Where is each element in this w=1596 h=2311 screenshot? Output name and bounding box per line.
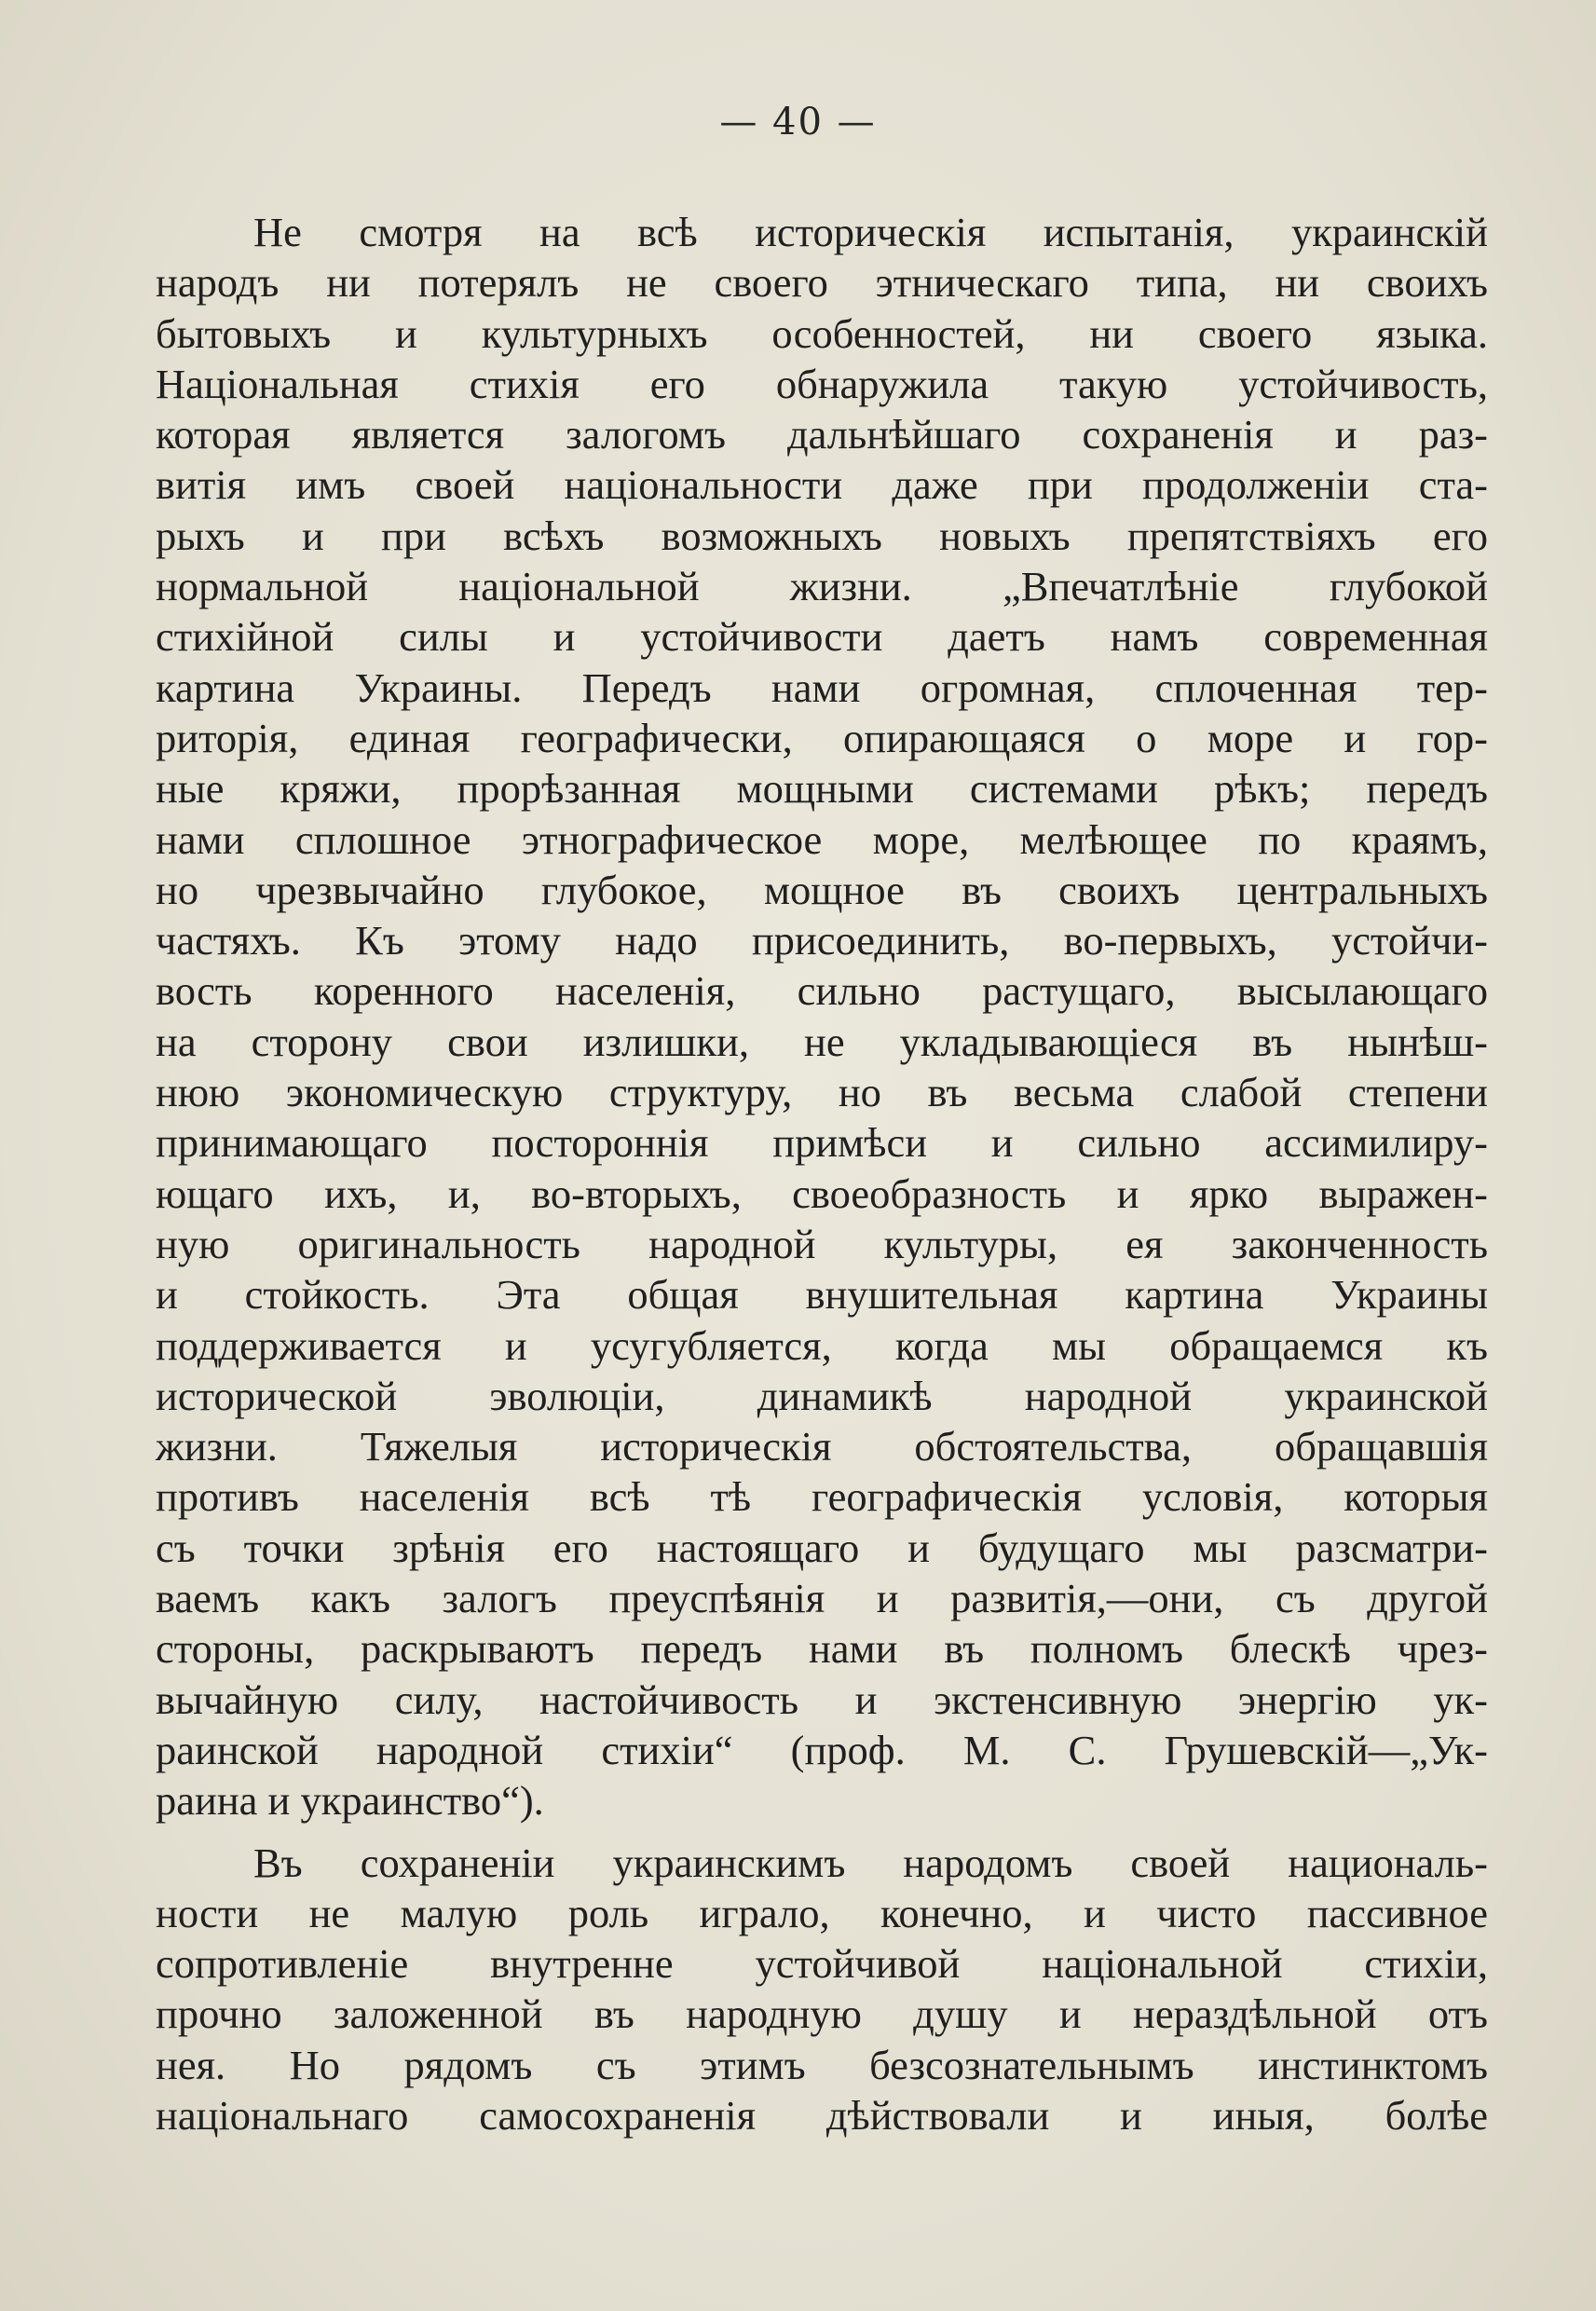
text-line: ные кряжи, прорѣзанная мощными системами рѣкъ; передъ xyxy=(156,765,1488,813)
text-line: исторической эволюціи, динамикѣ народной украинской xyxy=(156,1372,1488,1419)
text-line: сопротивленіе внутренне устойчивой національной стихіи, xyxy=(156,1940,1488,1988)
text-line: поддерживается и усугубляется, когда мы обращаемся къ xyxy=(156,1321,1488,1369)
text-line: раина и украинство“). xyxy=(156,1777,544,1825)
text-line: риторія, единая географически, опирающаяся о море и гор- xyxy=(156,714,1488,761)
text-line: принимающаго постороннія примѣси и сильно ассимилиру- xyxy=(156,1119,1488,1167)
text-line: вычайную силу, настойчивость и экстенсивную энергію ук- xyxy=(156,1675,1488,1723)
text-line: бытовыхъ и культурныхъ особенностей, ни своего языка. xyxy=(156,309,1488,357)
text-line: жизни. Тяжелыя историческія обстоятельства, обращавшія xyxy=(156,1423,1488,1470)
text-line: Въ сохраненіи украинскимъ народомъ своей националь- xyxy=(253,1839,1488,1886)
text-line: и стойкость. Эта общая внушительная картина Украины xyxy=(156,1271,1488,1319)
paragraph-2 xyxy=(156,1838,1488,2141)
text-line: нея. Но рядомъ съ этимъ безсознательнымъ инстинктомъ xyxy=(156,2041,1488,2088)
text-line: стороны, раскрываютъ передъ нами въ полномъ блескѣ чрез- xyxy=(156,1625,1488,1673)
text-line: противъ населенія всѣ тѣ географическія условія, которыя xyxy=(156,1473,1488,1521)
text-line: Не смотря на всѣ историческія испытанія, украинскій xyxy=(253,209,1488,255)
text-line: ную оригинальность народной культуры, ея законченность xyxy=(156,1220,1488,1267)
text-line: нами сплошное этнографическое море, мелѣющее по краямъ, xyxy=(156,815,1488,863)
text-line: рыхъ и при всѣхъ возможныхъ новыхъ препятствіяхъ его xyxy=(156,512,1488,559)
body-text xyxy=(156,207,1488,2140)
text-line: народъ ни потерялъ не своего этническаго типа, ни своихъ xyxy=(156,259,1488,307)
text-line: на сторону свои излишки, не укладывающіеся въ нынѣш- xyxy=(156,1018,1488,1065)
text-line: витія имъ своей національности даже при продолженіи ста- xyxy=(156,461,1488,509)
text-line: съ точки зрѣнія его настоящаго и будущаго мы разсматри- xyxy=(156,1524,1488,1571)
text-line: нормальной національной жизни. „Впечатлѣніе глубокой xyxy=(156,563,1488,610)
text-line: національнаго самосохраненія дѣйствовали и иныя, болѣе xyxy=(156,2091,1488,2139)
text-line: прочно заложенной въ народную душу и нераздѣльной отъ xyxy=(156,1990,1488,2038)
text-line: нюю экономическую структуру, но въ весьма слабой степени xyxy=(156,1069,1488,1116)
text-line: стихійной силы и устойчивости даетъ намъ современная xyxy=(156,613,1488,661)
text-line: раинской народной стихіи“ (проф. М. С. Грушевскій—„Ук- xyxy=(156,1726,1488,1773)
text-line: ности не малую роль играло, конечно, и чисто пассивное xyxy=(156,1889,1488,1936)
page-number: — 40 — xyxy=(719,101,877,144)
text-line: Національная стихія его обнаружила такую устойчивость, xyxy=(156,360,1488,407)
text-line: ваемъ какъ залогъ преуспѣянія и развитія,—они, съ другой xyxy=(156,1575,1488,1622)
text-line: ющаго ихъ, и, во-вторыхъ, своеобразность и ярко выражен- xyxy=(156,1169,1488,1217)
paragraph-1 xyxy=(156,207,1488,1826)
text-line: картина Украины. Передъ нами огромная, сплоченная тер- xyxy=(156,663,1488,711)
text-line: частяхъ. Къ этому надо присоединить, во-первыхъ, устойчи- xyxy=(156,917,1488,964)
text-line: вость коренного населенія, сильно растущаго, высылающаго xyxy=(156,967,1488,1015)
text-line: но чрезвычайно глубокое, мощное въ своихъ центральныхъ xyxy=(156,866,1488,913)
text-line: которая является залогомъ дальнѣйшаго сохраненія и раз- xyxy=(156,411,1488,458)
paragraph-gap xyxy=(156,1826,1488,1838)
